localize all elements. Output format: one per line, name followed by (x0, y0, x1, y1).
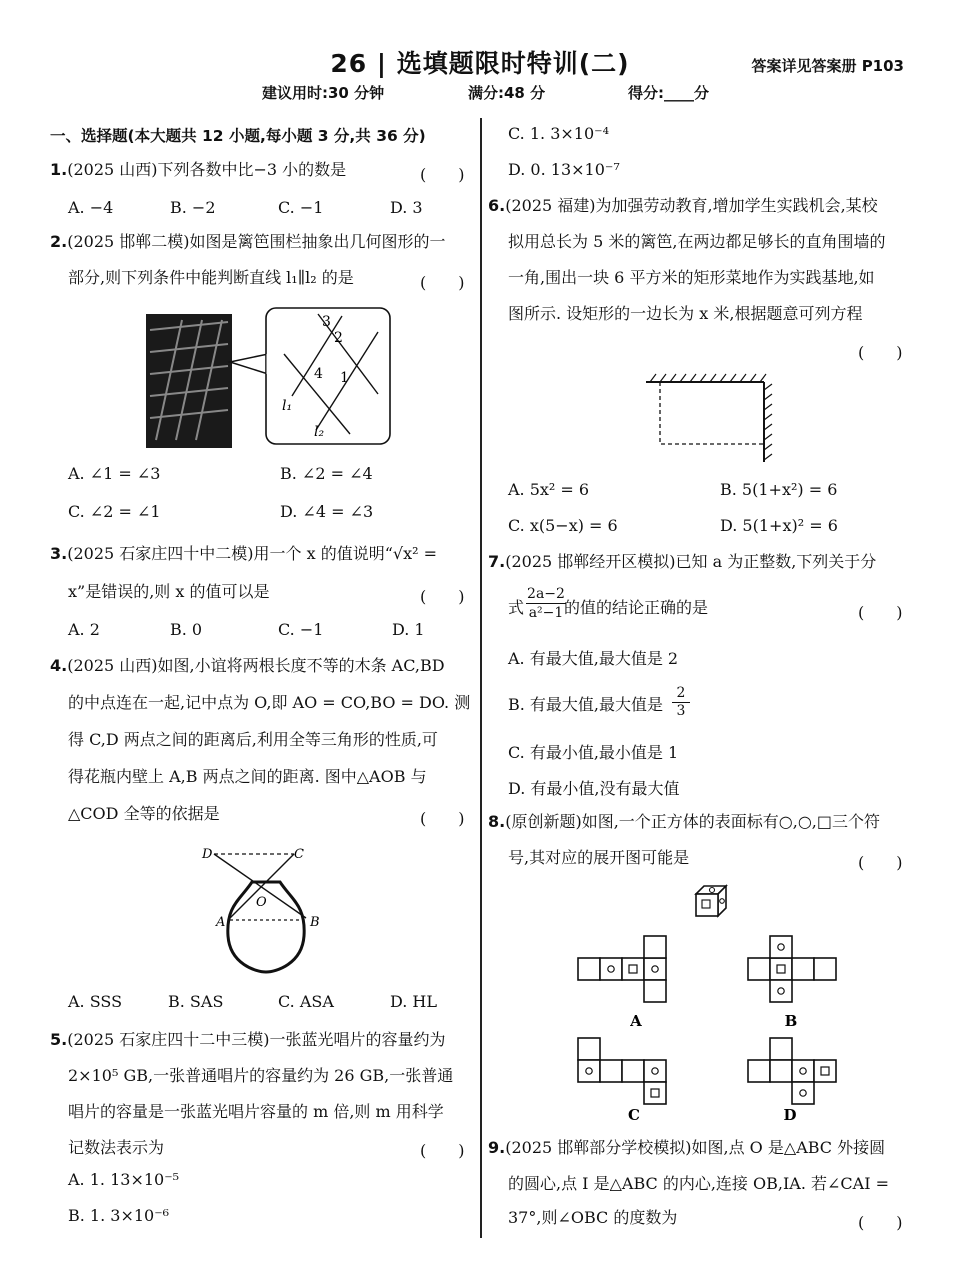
wall-hatching (650, 374, 772, 460)
q1-option-a[interactable]: A. −4 (68, 198, 114, 217)
answer-paren-3[interactable]: ( ) (420, 587, 465, 606)
question-4-line2: 的中点连在一起,记中点为 O,即 AO = CO,BO = DO. 测 (68, 693, 471, 712)
q4-option-a[interactable]: A. SSS (68, 992, 123, 1011)
q3-option-a[interactable]: A. 2 (68, 620, 100, 639)
question-1: 1.(2025 山西)下列各数中比−3 小的数是 (50, 160, 347, 179)
answer-paren-4[interactable]: ( ) (420, 809, 465, 828)
question-9: 9.(2025 邯郸部分学校模拟)如图,点 O 是△ABC 外接圆 (488, 1138, 886, 1157)
fence-figure (142, 300, 398, 456)
vase-figure (196, 840, 336, 976)
q3-option-d[interactable]: D. 1 (392, 620, 425, 639)
question-6-line3: 一角,围出一块 6 平方米的矩形菜地作为实践基地,如 (508, 268, 875, 287)
q2-option-a[interactable]: A. ∠1 = ∠3 (68, 464, 161, 483)
question-9-line2: 的圆心,点 I 是△ABC 的内心,连接 OB,IA. 若∠CAI = (508, 1174, 890, 1193)
question-5: 5.(2025 石家庄四十二中三模)一张蓝光唱片的容量约为 (50, 1030, 446, 1049)
question-4-line5: △COD 全等的依据是 (68, 804, 220, 823)
net-b (748, 936, 836, 1002)
q6-option-d[interactable]: D. 5(1+x)² = 6 (720, 516, 838, 535)
q1-option-c[interactable]: C. −1 (278, 198, 324, 217)
q4-option-b[interactable]: B. SAS (168, 992, 224, 1011)
suggested-time: 建议用时:30 分钟 (262, 84, 385, 102)
question-5-line4: 记数法表示为 (68, 1138, 165, 1157)
fraction-numerator: 2a−2 (527, 586, 565, 602)
net-c-caption: C (628, 1106, 640, 1124)
question-7: 7.(2025 邯郸经开区模拟)已知 a 为正整数,下列关于分 (488, 552, 877, 571)
callout-pointer (230, 354, 268, 374)
question-9-line3: 37°,则∠OBC 的度数为 (508, 1208, 678, 1227)
question-4-line4: 得花瓶内壁上 A,B 两点之间的距离. 图中△AOB 与 (68, 767, 427, 786)
q1-option-d[interactable]: D. 3 (390, 198, 423, 217)
answer-reference: 答案详见答案册 P103 (751, 57, 904, 75)
point-o-label: O (256, 895, 267, 910)
q3-option-b[interactable]: B. 0 (170, 620, 203, 639)
q2-option-d[interactable]: D. ∠4 = ∠3 (280, 502, 374, 521)
answer-paren-1[interactable]: ( ) (420, 165, 465, 184)
q7-option-d[interactable]: D. 有最小值,没有最大值 (508, 779, 680, 798)
net-c (578, 1038, 666, 1104)
question-5-line3: 唱片的容量是一张蓝光唱片容量的 m 倍,则 m 用科学 (68, 1102, 444, 1121)
question-4-line3: 得 C,D 两点之间的距离后,利用全等三角形的性质,可 (68, 730, 438, 749)
section-heading: 一、选择题(本大题共 12 小题,每小题 3 分,共 36 分) (50, 127, 426, 145)
q2-option-b[interactable]: B. ∠2 = ∠4 (280, 464, 373, 483)
fence-dashed (660, 382, 764, 444)
angle-4-label: 4 (314, 366, 323, 382)
net-d (748, 1038, 836, 1104)
net-a (578, 936, 666, 1002)
q7-option-a[interactable]: A. 有最大值,最大值是 2 (508, 649, 679, 668)
angle-2-label: 2 (334, 330, 343, 346)
net-a-caption: A (630, 1012, 642, 1030)
full-score: 满分:48 分 (468, 84, 546, 102)
q3-option-c[interactable]: C. −1 (278, 620, 324, 639)
answer-paren-8[interactable]: ( ) (858, 853, 903, 872)
angle-1-label: 1 (340, 370, 349, 386)
angle-3-label: 3 (322, 314, 331, 330)
q7-option-c[interactable]: C. 有最小值,最小值是 1 (508, 743, 679, 762)
fraction-expression (526, 585, 566, 622)
question-6-line2: 拟用总长为 5 米的篱笆,在两边都足够长的直角围墙的 (508, 232, 886, 251)
q7-option-b-fraction: 2 3 (672, 685, 690, 720)
q5-option-d[interactable]: D. 0. 13×10⁻⁷ (508, 160, 620, 179)
column-divider (480, 118, 482, 1238)
q5-option-a[interactable]: A. 1. 13×10⁻⁵ (68, 1170, 180, 1189)
question-7-line2a: 式 (508, 598, 525, 617)
net-d-caption: D (783, 1106, 797, 1124)
question-2-line2: 部分,则下列条件中能判断直线 l₁∥l₂ 的是 (68, 268, 354, 287)
question-3: 3.(2025 石家庄四十中二模)用一个 x 的值说明“√x² = (50, 544, 438, 563)
page-title: 26 | 选填题限时特训(二) (330, 49, 630, 78)
question-5-line2: 2×10⁵ GB,一张普通唱片的容量约为 26 GB,一张普通 (68, 1066, 454, 1085)
q5-option-b[interactable]: B. 1. 3×10⁻⁶ (68, 1206, 170, 1225)
point-a-label: A (216, 915, 226, 930)
point-d-label: D (202, 847, 213, 862)
q6-option-b[interactable]: B. 5(1+x²) = 6 (720, 480, 838, 499)
answer-paren-7[interactable]: ( ) (858, 603, 903, 622)
cube-icon (696, 886, 726, 916)
answer-paren-9[interactable]: ( ) (858, 1213, 903, 1232)
point-c-label: C (294, 847, 304, 862)
q4-option-d[interactable]: D. HL (390, 992, 438, 1011)
question-2: 2.(2025 邯郸二模)如图是篱笆围栏抽象出几何图形的一 (50, 232, 446, 251)
net-b-caption: B (784, 1012, 798, 1030)
q5-option-c[interactable]: C. 1. 3×10⁻⁴ (508, 124, 609, 143)
q7-option-b[interactable]: B. 有最大值,最大值是 (508, 695, 664, 714)
line-l1-label: l₁ (282, 398, 293, 414)
answer-paren-6[interactable]: ( ) (858, 343, 903, 362)
q2-option-c[interactable]: C. ∠2 = ∠1 (68, 502, 161, 521)
garden-figure (640, 366, 776, 466)
answer-paren-2[interactable]: ( ) (420, 273, 465, 292)
line-l2-label: l₂ (314, 424, 325, 440)
q1-option-b[interactable]: B. −2 (170, 198, 216, 217)
q6-option-c[interactable]: C. x(5−x) = 6 (508, 516, 618, 535)
question-7-line2b: 的值的结论正确的是 (564, 598, 709, 617)
question-8-line2: 号,其对应的展开图可能是 (508, 848, 690, 867)
question-3-line2: x”是错误的,则 x 的值可以是 (68, 582, 270, 601)
question-8: 8.(原创新题)如图,一个正方体的表面标有○,○,□三个符 (488, 812, 881, 831)
point-b-label: B (310, 915, 320, 930)
answer-paren-5[interactable]: ( ) (420, 1141, 465, 1160)
cube-nets-figure (570, 880, 850, 1130)
fraction-denominator: a²−1 (528, 605, 564, 621)
score-blank: 得分:____分 (628, 84, 709, 102)
q4-option-c[interactable]: C. ASA (278, 992, 334, 1011)
question-6-line4: 图所示. 设矩形的一边长为 x 米,根据题意可列方程 (508, 304, 863, 323)
question-4: 4.(2025 山西)如图,小谊将两根长度不等的木条 AC,BD (50, 656, 445, 675)
question-6: 6.(2025 福建)为加强劳动教育,增加学生实践机会,某校 (488, 196, 878, 215)
q6-option-a[interactable]: A. 5x² = 6 (508, 480, 590, 499)
